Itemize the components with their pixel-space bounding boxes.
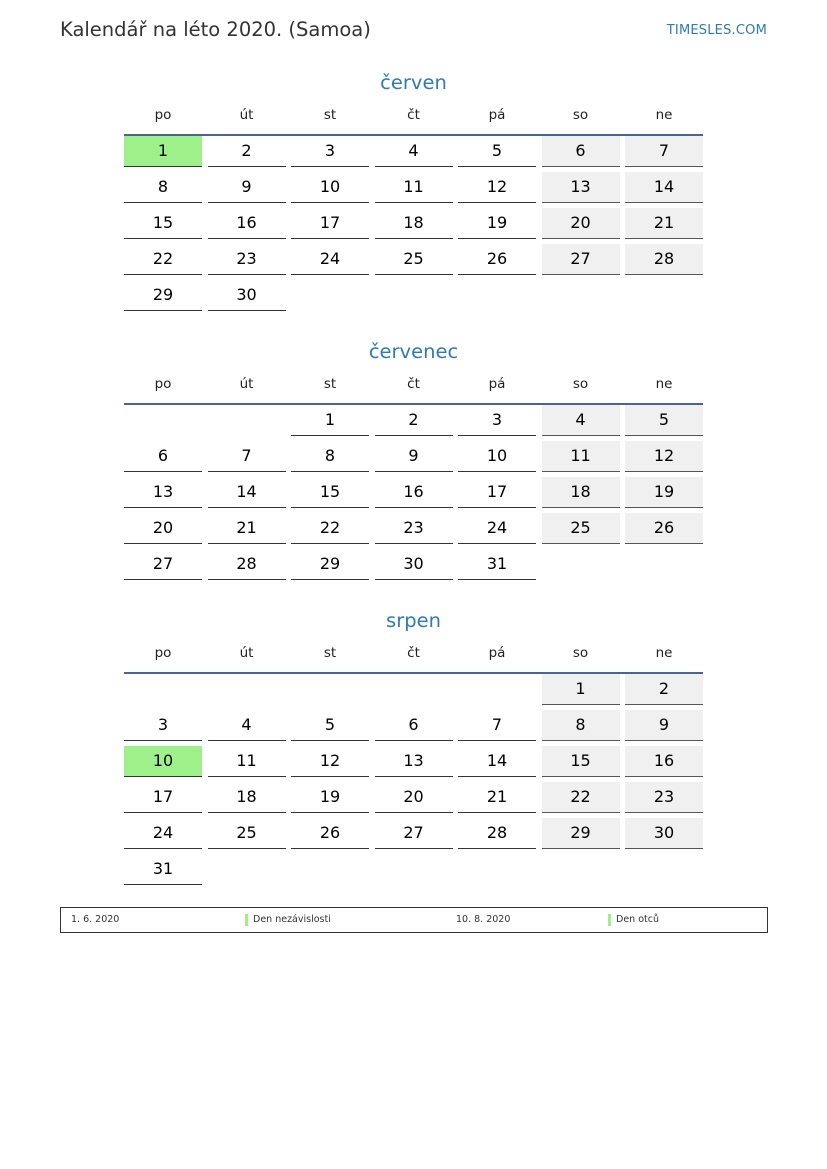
weekday-header [124,98,703,132]
day-cell: 4 [542,405,620,436]
day-cell: 12 [458,172,536,203]
legend-name-2: Den otců [616,914,659,925]
day-cell: 11 [375,172,453,203]
month-block [124,337,703,573]
day-cell: 23 [625,782,703,813]
legend-name-1: Den nezávislosti [253,914,331,925]
weekday-label: st [323,376,337,392]
day-cell: 21 [458,782,536,813]
day-cell: 20 [124,513,202,544]
day-cell: 30 [208,280,286,311]
day-cell: 12 [625,441,703,472]
day-cell: 25 [375,244,453,275]
day-cell: 16 [208,208,286,239]
weekday-label: po [154,645,172,661]
day-cell: 6 [124,441,202,472]
day-cell: 22 [542,782,620,813]
day-cell: 7 [458,710,536,741]
legend-date-1: 1. 6. 2020 [71,914,120,925]
day-cell: 11 [208,746,286,777]
day-cell: 8 [542,710,620,741]
day-cell: 25 [208,818,286,849]
month-name: červenec [368,340,459,363]
day-cell: 29 [542,818,620,849]
day-cell: 9 [208,172,286,203]
day-cell: 22 [291,513,369,544]
day-cell: 17 [291,208,369,239]
weekday-label: st [323,645,337,661]
day-cell: 12 [291,746,369,777]
day-cell: 21 [625,208,703,239]
day-cell: 14 [208,477,286,508]
day-cell: 3 [458,405,536,436]
day-cell: 4 [208,710,286,741]
day-cell: 7 [208,441,286,472]
day-cell: 7 [625,136,703,167]
day-cell: 10 [291,172,369,203]
weekday-label: ne [655,645,673,661]
day-cell: 19 [625,477,703,508]
day-cell: 14 [458,746,536,777]
weekday-label: so [572,107,589,123]
page-title: Kalendář na léto 2020. (Samoa) [60,18,371,41]
day-cell: 19 [458,208,536,239]
day-cell: 28 [458,818,536,849]
day-cell: 2 [625,674,703,705]
weekday-label: út [239,645,254,661]
day-cell: 24 [458,513,536,544]
month-name: srpen [386,609,441,632]
day-cell: 25 [542,513,620,544]
day-cell: 31 [124,854,202,885]
day-cell: 9 [625,710,703,741]
day-cell: 14 [625,172,703,203]
day-cell: 28 [625,244,703,275]
day-cell: 31 [458,549,536,580]
day-cell: 26 [625,513,703,544]
day-cell: 17 [458,477,536,508]
day-cell: 23 [375,513,453,544]
day-cell: 29 [291,549,369,580]
weekday-label: so [572,376,589,392]
holiday-legend [60,907,768,933]
day-cell: 24 [124,818,202,849]
weekday-label: čt [407,107,420,123]
day-cell: 8 [124,172,202,203]
weekday-header [124,367,703,401]
day-cell: 30 [375,549,453,580]
day-cell: 5 [291,710,369,741]
month-name: červen [380,71,447,94]
day-cell: 22 [124,244,202,275]
weekday-header [124,636,703,670]
day-cell: 29 [124,280,202,311]
day-cell: 3 [124,710,202,741]
month-block [124,68,703,304]
weekday-label: ne [655,107,673,123]
holiday-day-cell: 10 [124,746,202,777]
day-cell: 23 [208,244,286,275]
day-cell: 18 [375,208,453,239]
weekday-label: po [154,107,172,123]
day-cell: 16 [625,746,703,777]
weekday-label: čt [407,376,420,392]
day-cell: 15 [542,746,620,777]
day-cell: 20 [375,782,453,813]
day-cell: 26 [458,244,536,275]
day-cell: 6 [375,710,453,741]
weekday-label: ne [655,376,673,392]
weekday-label: út [239,376,254,392]
weekday-label: út [239,107,254,123]
day-cell: 26 [291,818,369,849]
holiday-day-cell: 1 [124,136,202,167]
day-cell: 8 [291,441,369,472]
weekday-label: so [572,645,589,661]
weekday-label: st [323,107,337,123]
day-cell: 15 [124,208,202,239]
day-cell: 2 [208,136,286,167]
day-cell: 1 [542,674,620,705]
day-cell: 18 [542,477,620,508]
weekday-label: čt [407,645,420,661]
day-cell: 2 [375,405,453,436]
day-cell: 27 [542,244,620,275]
day-cell: 30 [625,818,703,849]
day-cell: 20 [542,208,620,239]
day-cell: 5 [458,136,536,167]
legend-color-marker [608,914,611,926]
day-cell: 24 [291,244,369,275]
day-cell: 5 [625,405,703,436]
legend-color-marker [245,914,248,926]
day-cell: 10 [458,441,536,472]
month-block [124,606,703,878]
day-cell: 13 [375,746,453,777]
day-cell: 16 [375,477,453,508]
day-cell: 27 [375,818,453,849]
weekday-label: pá [488,376,506,392]
day-cell: 9 [375,441,453,472]
day-cell: 15 [291,477,369,508]
weekday-label: pá [488,107,506,123]
day-cell: 4 [375,136,453,167]
weekday-label: po [154,376,172,392]
day-cell: 6 [542,136,620,167]
site-link[interactable]: TIMESLES.COM [666,23,767,38]
day-cell: 3 [291,136,369,167]
weekday-label: pá [488,645,506,661]
day-cell: 13 [124,477,202,508]
day-cell: 18 [208,782,286,813]
day-cell: 19 [291,782,369,813]
legend-date-2: 10. 8. 2020 [456,914,511,925]
day-cell: 11 [542,441,620,472]
day-cell: 17 [124,782,202,813]
day-cell: 28 [208,549,286,580]
day-cell: 21 [208,513,286,544]
day-cell: 27 [124,549,202,580]
day-cell: 13 [542,172,620,203]
day-cell: 1 [291,405,369,436]
